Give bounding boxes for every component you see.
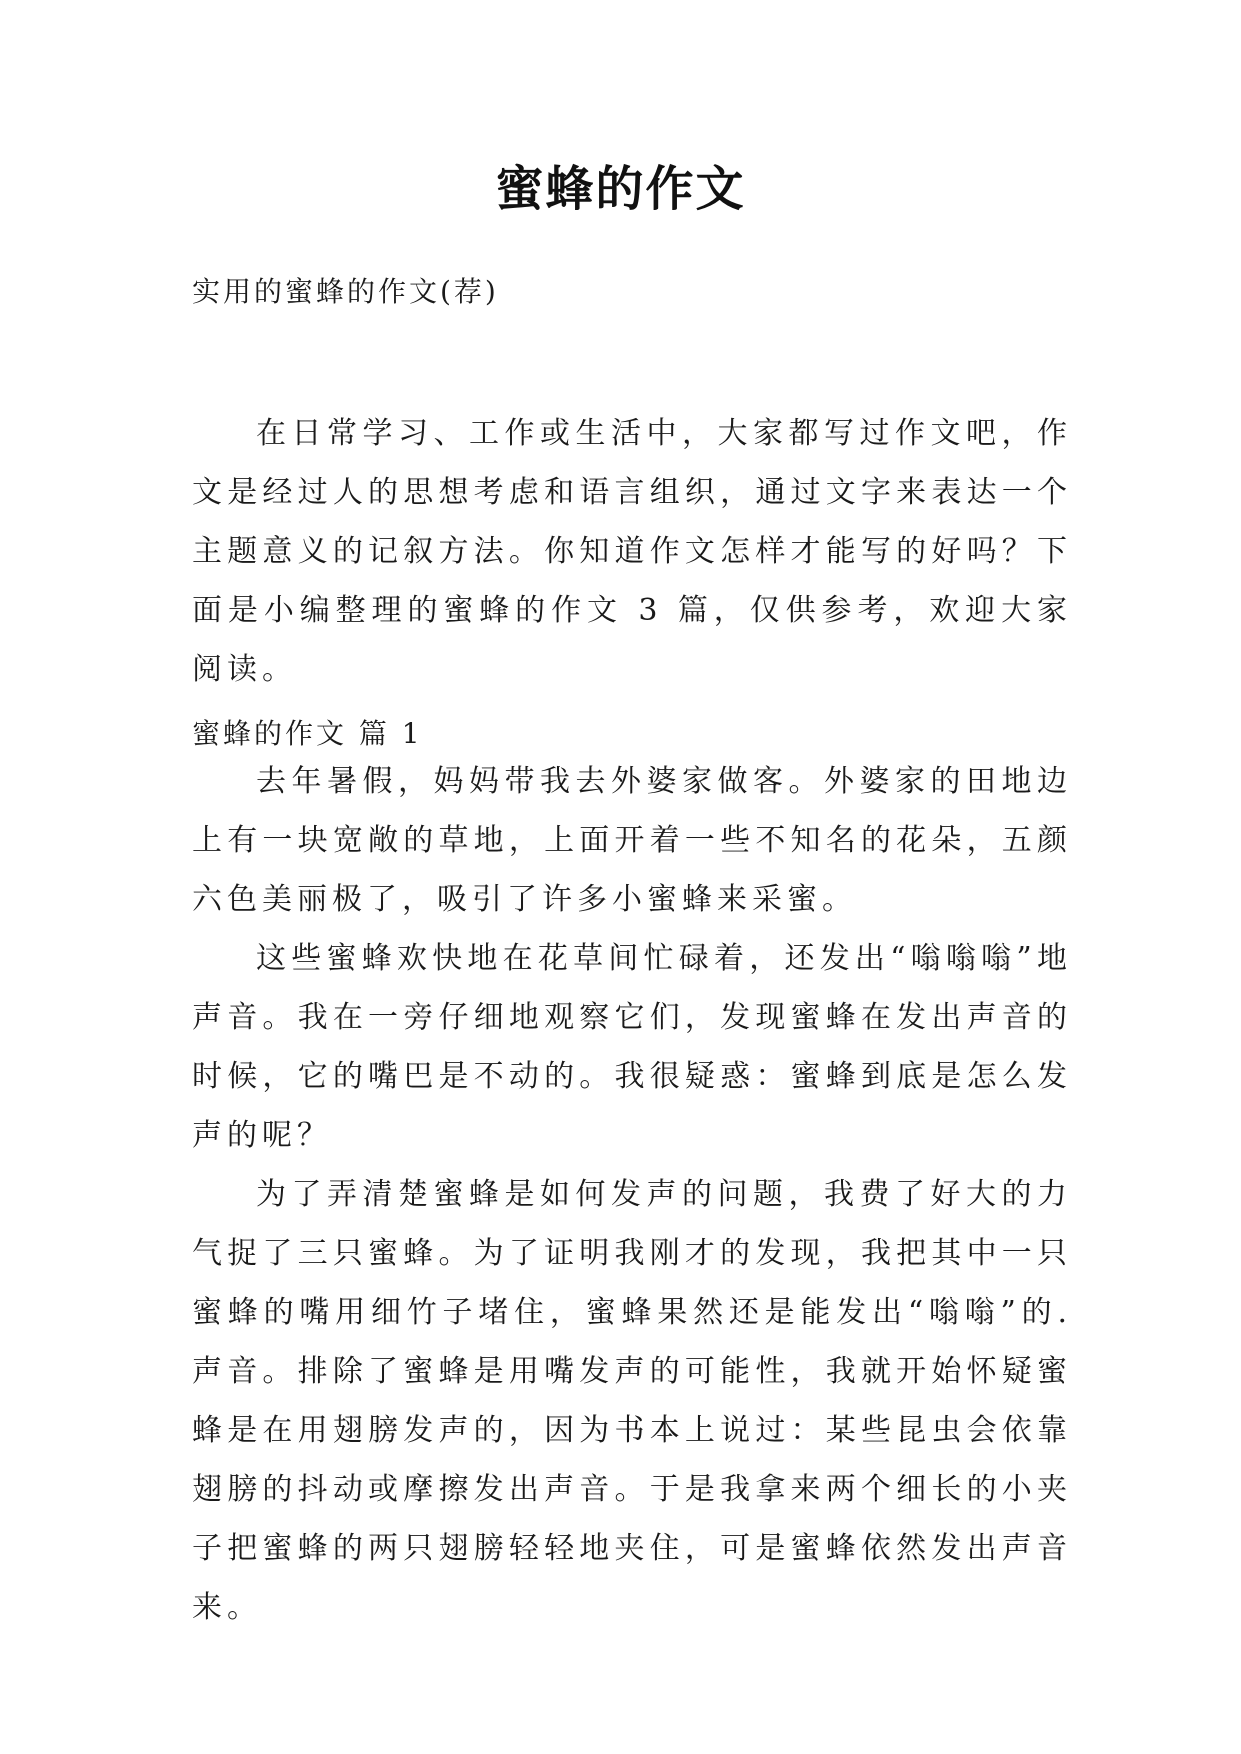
intro-text [192, 404, 1072, 699]
essay-paragraph-2: 这些蜜蜂欢快地在花草间忙碌着，还发出“嗡嗡嗡”地声音。我在一旁仔细地观察它们，发现蜜蜂在发出声音的时候，它的嘴巴是不动的。我很疑惑：蜜蜂到底是怎么发声的呢？ [192, 941, 1072, 1153]
essay-paragraph-1: 去年暑假，妈妈带我去外婆家做客。外婆家的田地边上有一块宽敞的草地，上面开着一些不知名的花朵，五颜六色美丽极了，吸引了许多小蜜蜂来采蜜。 [192, 764, 1072, 917]
section-title: 蜜蜂的作文 篇 1 [192, 717, 423, 750]
document-title: 蜜蜂的作文 [495, 161, 746, 217]
document-subtitle: 实用的蜜蜂的作文(荐) [192, 275, 499, 308]
essay-paragraph-3: 为了弄清楚蜜蜂是如何发声的问题，我费了好大的力气捉了三只蜜蜂。为了证明我刚才的发现，我把其中一只蜜蜂的嘴用细竹子堵住，蜜蜂果然还是能发出“嗡嗡”的.声音。排除了蜜蜂是用嘴发声的可能性，我就开始怀疑蜜蜂是在用翅膀发声的，因为书本上说过：某些昆虫会依靠翅膀的抖动或摩擦发出声音。于是我拿来两个细长的小夹子把蜜蜂的两只翅膀轻轻地夹住，可是蜜蜂依然发出声音来。 [192, 1177, 1072, 1625]
essay-body [192, 752, 1072, 1637]
intro-paragraph: 在日常学习、工作或生活中，大家都写过作文吧，作文是经过人的思想考虑和语言组织，通过文字来表达一个主题意义的记叙方法。你知道作文怎样才能写的好吗？下面是小编整理的蜜蜂的作文 3 篇，仅供参考，欢迎大家阅读。 [192, 416, 1072, 687]
